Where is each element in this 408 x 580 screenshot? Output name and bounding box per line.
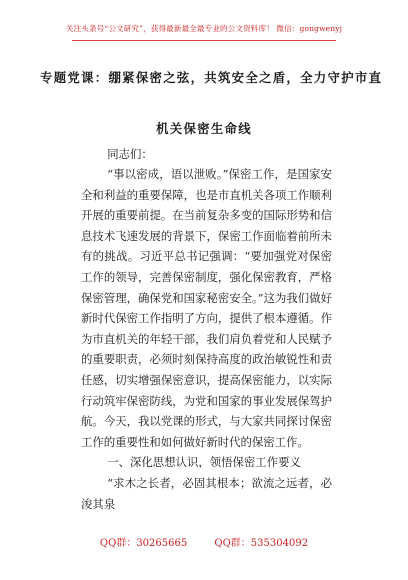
paragraph-section-1: “求木之长者，必固其根本；欲流之远者，必浚其泉 <box>81 475 332 511</box>
header-divider <box>72 40 336 41</box>
footer-qq-group-1: QQ群：30265665 <box>99 538 188 549</box>
page-footer <box>0 534 408 549</box>
document-title-line-1: 专题党课：绷紧保密之弦，共筑安全之盾，全力守护市直 <box>40 70 383 85</box>
header-promo-note: 关注头条号“公文研究”，获得最新最全最专业的公文资料库！ 微信：gongwenyj <box>65 24 343 33</box>
salutation: 同志们： <box>107 147 153 161</box>
document-body <box>81 138 332 514</box>
document-title-line-2: 机关保密生命线 <box>156 121 252 136</box>
section-heading-1: 一、深化思想认识，领悟保密工作要义 <box>107 455 301 470</box>
paragraph-intro: “事以密成，语以泄败。”保密工作，是国家安全和利益的重要保障，也是市直机关各项工作顺利开展的重要前提。在当前复杂多变的国际形势和信息技术飞速发展的背景下，保密工作面临着前所未有的挑战。习近平总书记强调：“要加强党对保密工作的领导，完善保密制度，强化保密教育，严格保密管理，确保党和国家秘密安全。”这为我们做好新时代保密工作指明了方向，提供了根本遵循。作为市直机关的年轻干部，我们肩负着党和人民赋予的重要职责，必须时刻保持高度的政治敏锐性和责任感，切实增强保密意识，提高保密能力，以实际行动筑牢保密防线，为党和国家的事业发展保驾护航。今天，我以党课的形式，与大家共同探讨保密工作的重要性和如何做好新时代的保密工作。 <box>81 167 332 449</box>
page-header <box>0 0 408 52</box>
footer-qq-group-2: QQ群：535304092 <box>214 538 309 549</box>
